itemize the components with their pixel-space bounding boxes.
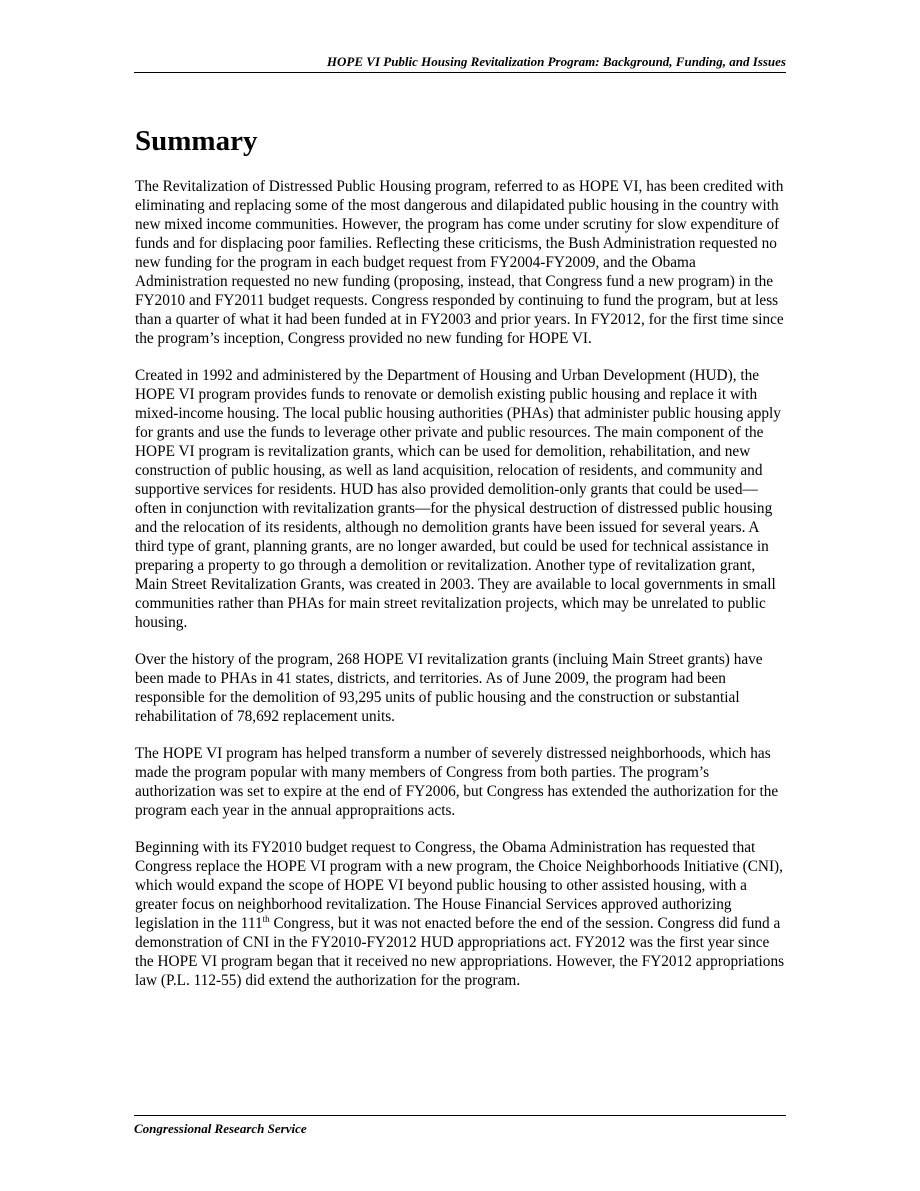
summary-paragraph-4: The HOPE VI program has helped transform a number of severely distressed neighborhoods, which has made the program popular with many members of Congress from both parties. The program’s authorization was set to expire at the end of FY2006, but Congress has extended the authorization for the program each year in the annual appropraitions acts. (135, 745, 779, 819)
footer-publisher: Congressional Research Service (134, 1121, 307, 1136)
summary-body (135, 177, 787, 1008)
running-footer (134, 1115, 786, 1137)
summary-paragraph-1: The Revitalization of Distressed Public Housing program, referred to as HOPE VI, has been credited with eliminating and replacing some of the most dangerous and dilapidated public housing in the country with new mixed income communities. However, the program has come under scrutiny for slow expenditure of funds and for displacing poor families. Reflecting these criticisms, the Bush Administration requested no new funding for the program in each budget request from FY2004-FY2009, and the Obama Administration requested no new funding (proposing, instead, that Congress fund a new program) in the FY2010 and FY2011 budget requests. Congress responded by continuing to fund the program, but at less than a quarter of what it had been funded at in FY2003 and prior years. In FY2012, for the first time since the program’s inception, Congress provided no new funding for HOPE VI. (135, 178, 784, 347)
summary-paragraph-2: Created in 1992 and administered by the Department of Housing and Urban Development (HUD), the HOPE VI program provides funds to renovate or demolish existing public housing and replace it with mixed-income housing. The local public housing authorities (PHAs) that administer public housing apply for grants and use the funds to leverage other private and public resources. The main component of the HOPE VI program is revitalization grants, which can be used for demolition, rehabilitation, and new construction of public housing, as well as land acquisition, relocation of residents, and community and supportive services for residents. HUD has also provided demolition-only grants that could be used—often in conjunction with revitalization grants—for the physical destruction of distressed public housing and the relocation of its residents, although no demolition grants have been issued for several years. A third type of grant, planning grants, are no longer awarded, but could be used for technical assistance in preparing a property to go through a demolition or revitalization. Another type of revitalization grant, Main Street Revitalization Grants, was created in 2003. They are available to local governments in small communities rather than PHAs for main street revitalization projects, which may be unrelated to public housing. (135, 367, 781, 631)
page-title: Summary (135, 125, 258, 157)
running-header-title: HOPE VI Public Housing Revitalization Program: Background, Funding, and Issues (326, 54, 786, 69)
summary-paragraph-5-text-end: Congress, but it was not enacted before the end of the session. Congress did fund a demonstration of CNI in the FY2010-FY2012 HUD appropriations act. FY2012 was the first year since the HOPE VI program began that it received no new appropriations. However, the FY2012 appropriations law (P.L. 112-55) did extend the authorization for the program. (135, 915, 785, 989)
summary-paragraph-5 (135, 838, 787, 990)
ordinal-superscript: th (262, 914, 270, 924)
summary-paragraph-5-text-start: Beginning with its FY2010 budget request to Congress, the Obama Administration has requested that Congress replace the HOPE VI program with a new program, the Choice Neighborhoods Initiative (CNI), which would expand the scope of HOPE VI beyond public housing to other assisted housing, with a greater focus on neighborhood revitalization. The House Financial Services approved authorizing legislation in the 111 (135, 839, 783, 932)
summary-paragraph-3: Over the history of the program, 268 HOPE VI revitalization grants (incluing Main Street grants) have been made to PHAs in 41 states, districts, and territories. As of June 2009, the program had been responsible for the demolition of 93,295 units of public housing and the construction or substantial rehabilitation of 78,692 replacement units. (135, 651, 763, 725)
running-header (134, 55, 786, 73)
